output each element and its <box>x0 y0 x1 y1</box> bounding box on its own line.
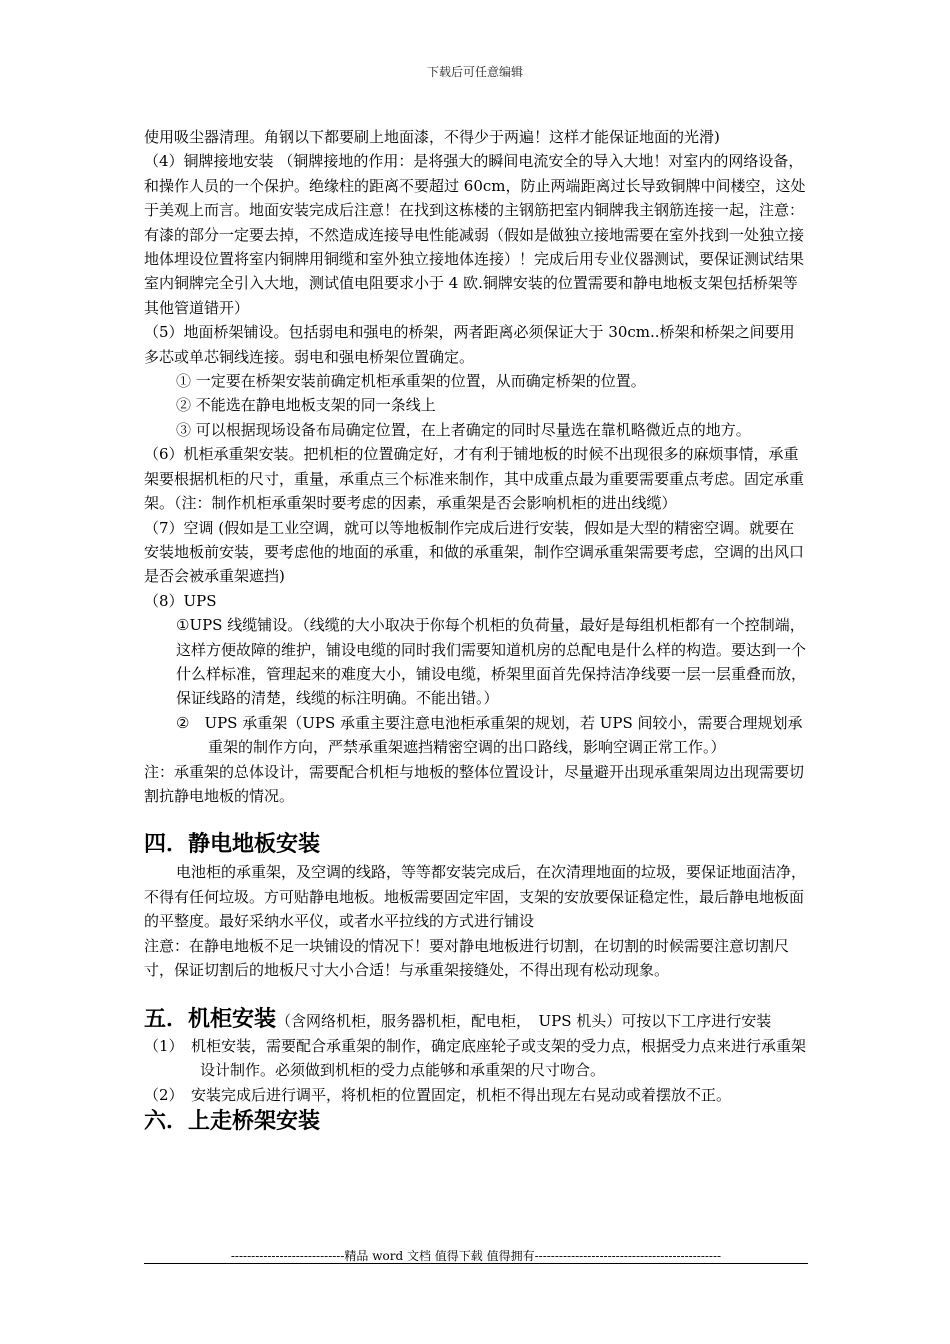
list-item: ③ 可以根据现场设备布局确定位置，在上者确定的同时尽量选在靠机略微近点的地方。 <box>176 420 751 439</box>
list-item: ①UPS 线缆铺设。（线缆的大小取决于你每个机柜的负荷量，最好是每组机柜都有一个控制端，这样方便故障的维护，铺设电缆的同时我们需要知道机房的总配电是什么样的构造。要达到一个什么样标准，管理起来的难度大小，铺设电缆，桥架里面首先保持洁净线要一层一层重叠而放，保证线路的清楚，线缆的标注明确。不能出错。） <box>176 616 807 708</box>
list-item: （1） 机柜安装，需要配合承重架的制作，确定底座轮子或支架的受力点，根据受力点来进行承重架设计制作。必须做到机柜的受力点能够和承重架的尺寸吻合。 <box>144 1036 807 1080</box>
note: 注：承重架的总体设计，需要配合机柜与地板的整体位置设计，尽量避开出现承重架周边出现需要切割抗静电地板的情况。 <box>144 762 805 805</box>
section-heading: 六．上走桥架安装 <box>144 1109 321 1135</box>
paragraph: （4）铜牌接地安装 （铜牌接地的作用：是将强大的瞬间电流安全的导入大地！对室内的网络设备，和操作人员的一个保护。绝缘柱的距离不要超过 60cm，防止两端距离过长导致铜牌中间楼空，这处于美观上而言。地面安装完成后注意！在找到这栋楼的主钢筋把室内铜牌我主钢筋连接一起，注意：有漆的部分一定要去掉，不然造成连接导电性能减弱（假如是做独立接地需要在室外找到一处独立接地体埋设位置将室内铜牌用铜缆和室外独立接地体连接）！完成后用专业仪器测试，要保证测试结果室内铜牌完全引入大地，测试值电阻要求小于 4 欧.铜牌安装的位置需要和静电地板支架包括桥架等其他管道错开） <box>144 152 806 317</box>
paragraph: 使用吸尘器清理。角钢以下都要刷上地面漆，不得少于两遍！这样才能保证地面的光滑) <box>144 128 720 146</box>
note: 注意：在静电地板不足一块铺设的情况下！要对静电地板进行切割，在切割的时候需要注意切割尺寸，保证切割后的地板尺寸大小合适！与承重架接缝处，不得出现有松动现象。 <box>144 936 790 979</box>
paragraph: （8）UPS <box>144 591 217 610</box>
section-heading <box>144 1008 808 1033</box>
list-item: （2） 安装完成后进行调平，将机柜的位置固定，机柜不得出现左右晃动或着摆放不正。 <box>144 1085 732 1104</box>
section-subtitle: （含网络机柜，服务器机柜，配电柜， UPS 机头）可按以下工序进行安装 <box>276 1012 772 1031</box>
list-item: ② 不能选在静电地板支架的同一条线上 <box>176 396 436 415</box>
page-footer: ----------------------------精品 word 文档 值得下载 值得拥有---------------------------------------------- <box>230 1249 722 1263</box>
page-header: 下载后可任意编辑 <box>426 65 523 79</box>
section-heading: 四．静电地板安装 <box>144 832 321 858</box>
section-title: 五．机柜安装 <box>144 1007 277 1033</box>
document-body <box>144 125 808 1137</box>
paragraph: （6）机柜承重架安装。把机柜的位置确定好，才有利于铺地板的时候不出现很多的麻烦事情，承重架要根据机柜的尺寸，重量，承重点三个标准来制作，其中成重点最为重要需要重点考虑。固定承重架。（注：制作机柜承重架时要考虑的因素，承重架是否会影响机柜的进出线缆） <box>144 445 805 513</box>
list-item: ② UPS 承重架（UPS 承重主要注意电池柜承重架的规划，若 UPS 间较小，需要合理规划承重架的制作方向，严禁承重架遮挡精密空调的出口路线，影响空调正常工作。） <box>176 713 803 757</box>
paragraph: 电池柜的承重架，及空调的线路，等等都安装完成后，在次清理地面的垃圾，要保证地面洁净，不得有任何垃圾。方可贴静电地板。地板需要固定牢固，支架的安放要保证稳定性，最后静电地板面的平整度。最好采纳水平仪，或者水平拉线的方式进行铺设 <box>144 863 807 931</box>
list-item: ① 一定要在桥架安装前确定机柜承重架的位置，从而确定桥架的位置。 <box>176 372 646 391</box>
paragraph: （7）空调 (假如是工业空调，就可以等地板制作完成后进行安装，假如是大型的精密空调。就要在安装地板前安装，要考虑他的地面的承重，和做的承重架，制作空调承重架需要考虑，空调的出风口是否会被承重架遮挡) <box>144 518 805 586</box>
footer-rule <box>144 1263 808 1264</box>
paragraph: （5）地面桥架铺设。包括弱电和强电的桥架，两者距离必须保证大于 30cm..桥架和桥架之间要用多芯或单芯铜线连接。弱电和强电桥架位置确定。 <box>144 323 795 366</box>
